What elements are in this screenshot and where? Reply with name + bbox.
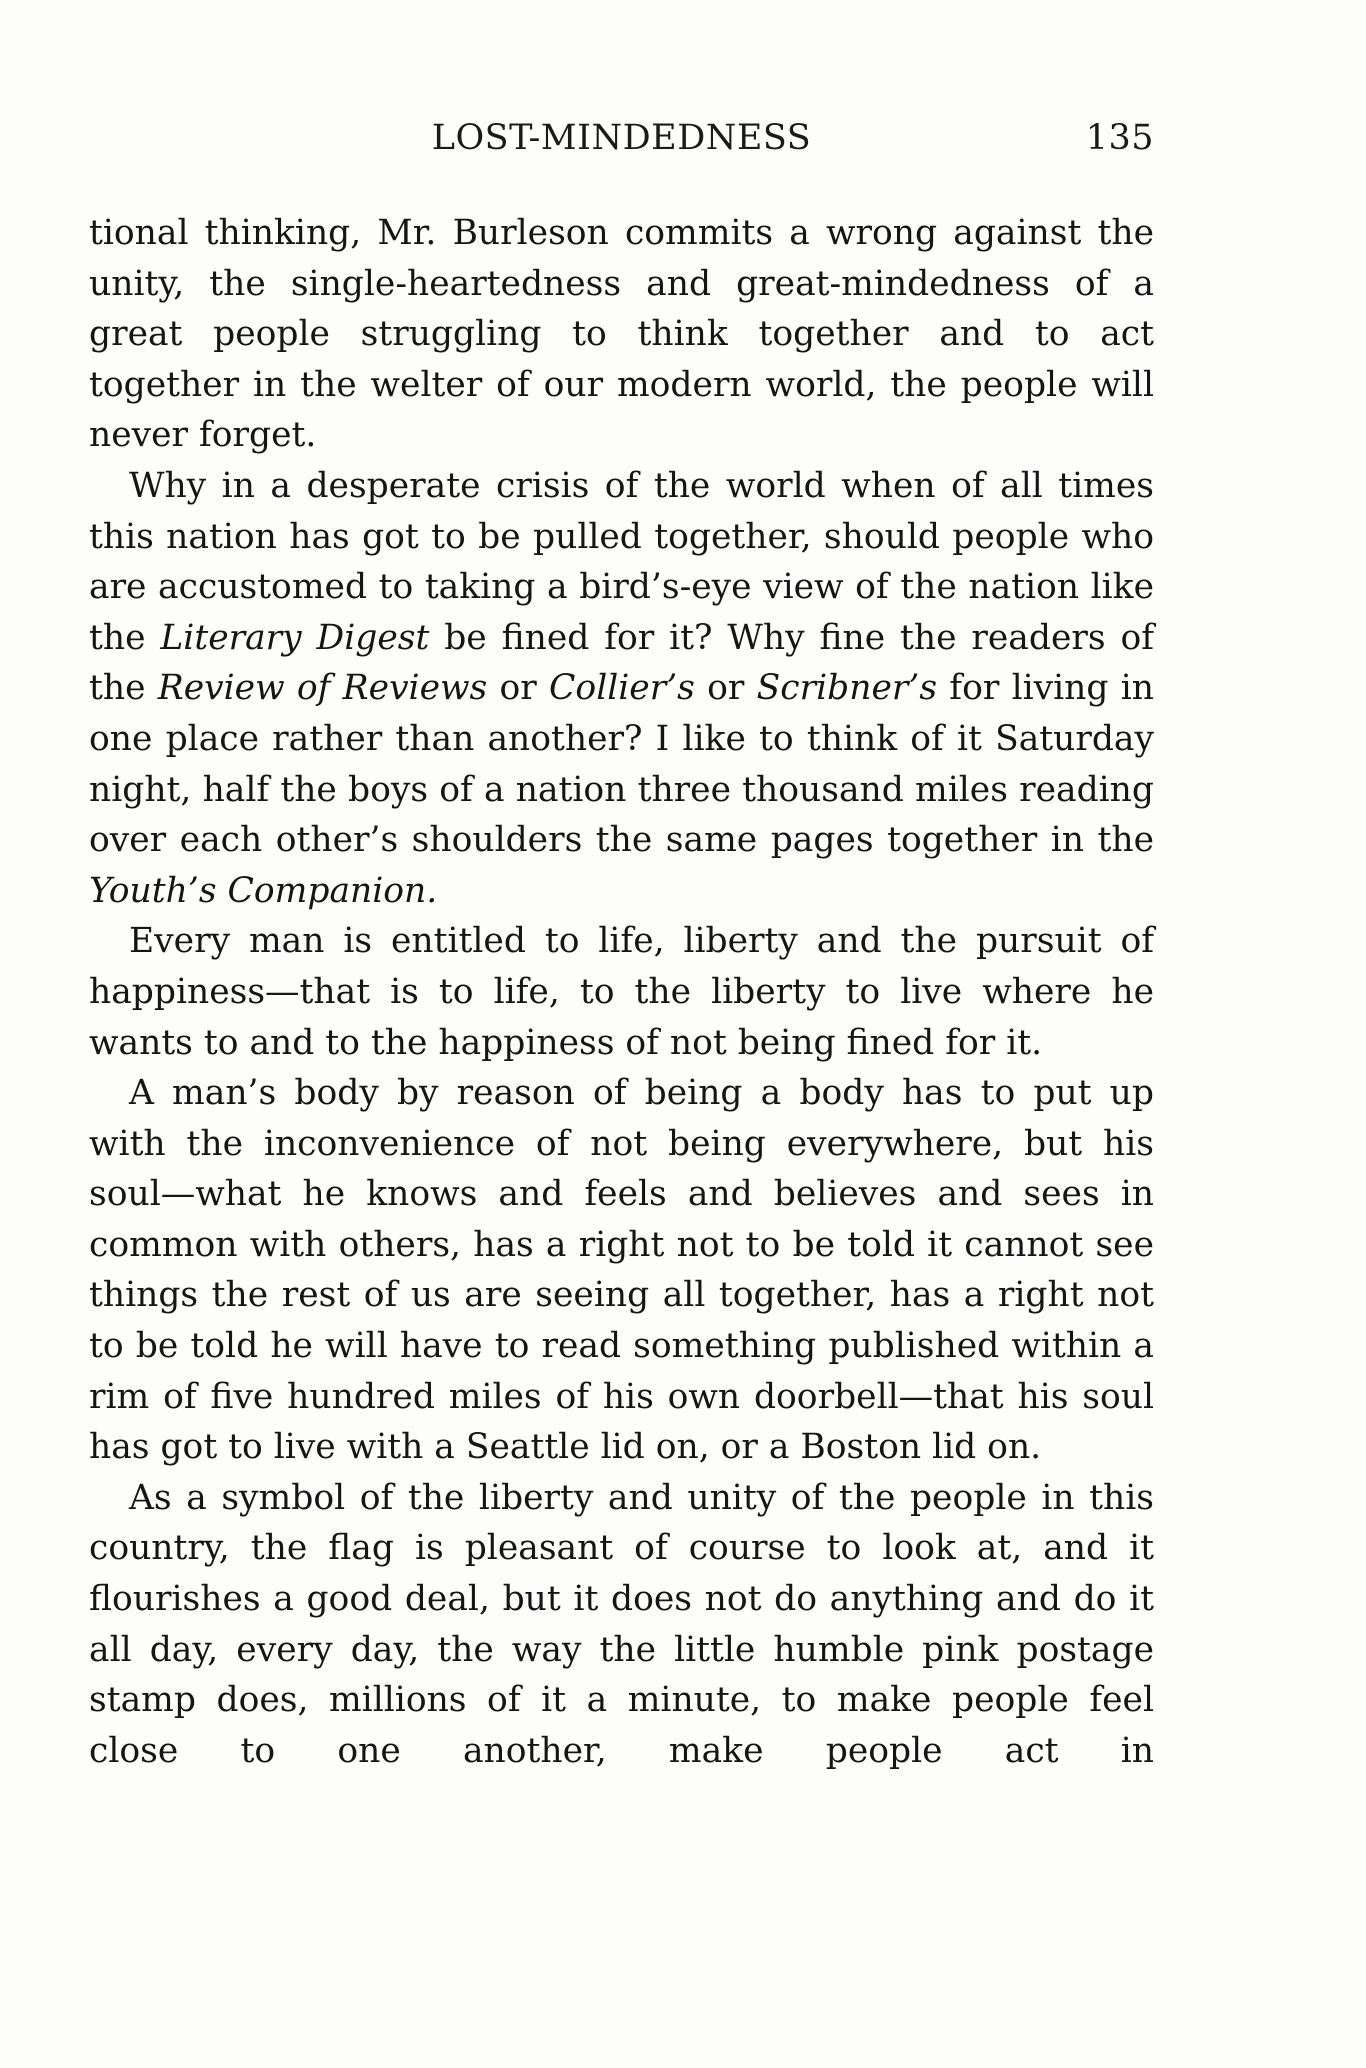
italic-title: Review of Reviews <box>157 668 488 709</box>
italic-title: Youth’s Companion. <box>89 870 438 911</box>
paragraph-2 <box>89 461 1154 916</box>
paragraph-4 <box>89 1068 1154 1473</box>
running-head: LOST-MINDEDNESS <box>431 118 812 158</box>
page-number: 135 <box>1085 118 1154 158</box>
italic-title: Collier’s <box>549 668 695 709</box>
text-run: be fined for it? Why fine the readers of the <box>89 617 1154 709</box>
text-run: Every man is entitled to life, liberty and the pursuit of happiness—that is to life, to the liberty to live where he wants to and to the happiness of not being fined for it. <box>89 921 1154 1063</box>
text-run: Why in a desperate crisis of the world when of all times this nation has got to be pulled together, should people who are accustomed to taking a bird’s-eye view of the nation like the <box>89 465 1154 658</box>
paragraph-3 <box>89 916 1154 1068</box>
text-run: or <box>694 668 757 709</box>
italic-title: Literary Digest <box>160 617 430 658</box>
text-run: for living in one place rather than another? I like to think of it Saturday night, half the boys of a nation three thousand miles reading over each other’s shoulders the same pages together in the <box>89 668 1154 861</box>
italic-title: Scribner’s <box>756 668 938 709</box>
paragraph-5 <box>89 1473 1154 1777</box>
body-text <box>89 208 1154 1776</box>
text-run: As a symbol of the liberty and unity of the people in this country, the flag is pleasant of course to look at, and it flourishes a good deal, but it does not do anything and do it all day, every day, the way the little humble pink postage stamp does, millions of it a minute, to make people feel close to one another, make people act in <box>89 1477 1154 1771</box>
text-run: A man’s body by reason of being a body has to put up with the inconvenience of not being everywhere, but his soul—what he knows and feels and believes and sees in common with others, has a right not to be told it cannot see things the rest of us are seeing all together, has a right not to be told he will have to read something published within a rim of five hundred miles of his own doorbell—that his soul has got to live with a Seattle lid on, or a Boston lid on. <box>89 1073 1154 1468</box>
text-run: tional thinking, Mr. Burleson commits a wrong against the unity, the single-heartedness and great-mindedness of a great people struggling to think together and to act together in the welter of our modern world, the people will never forget. <box>89 213 1154 456</box>
paragraph-1 <box>89 208 1154 461</box>
page-header <box>89 118 1154 172</box>
text-run: or <box>487 668 550 709</box>
